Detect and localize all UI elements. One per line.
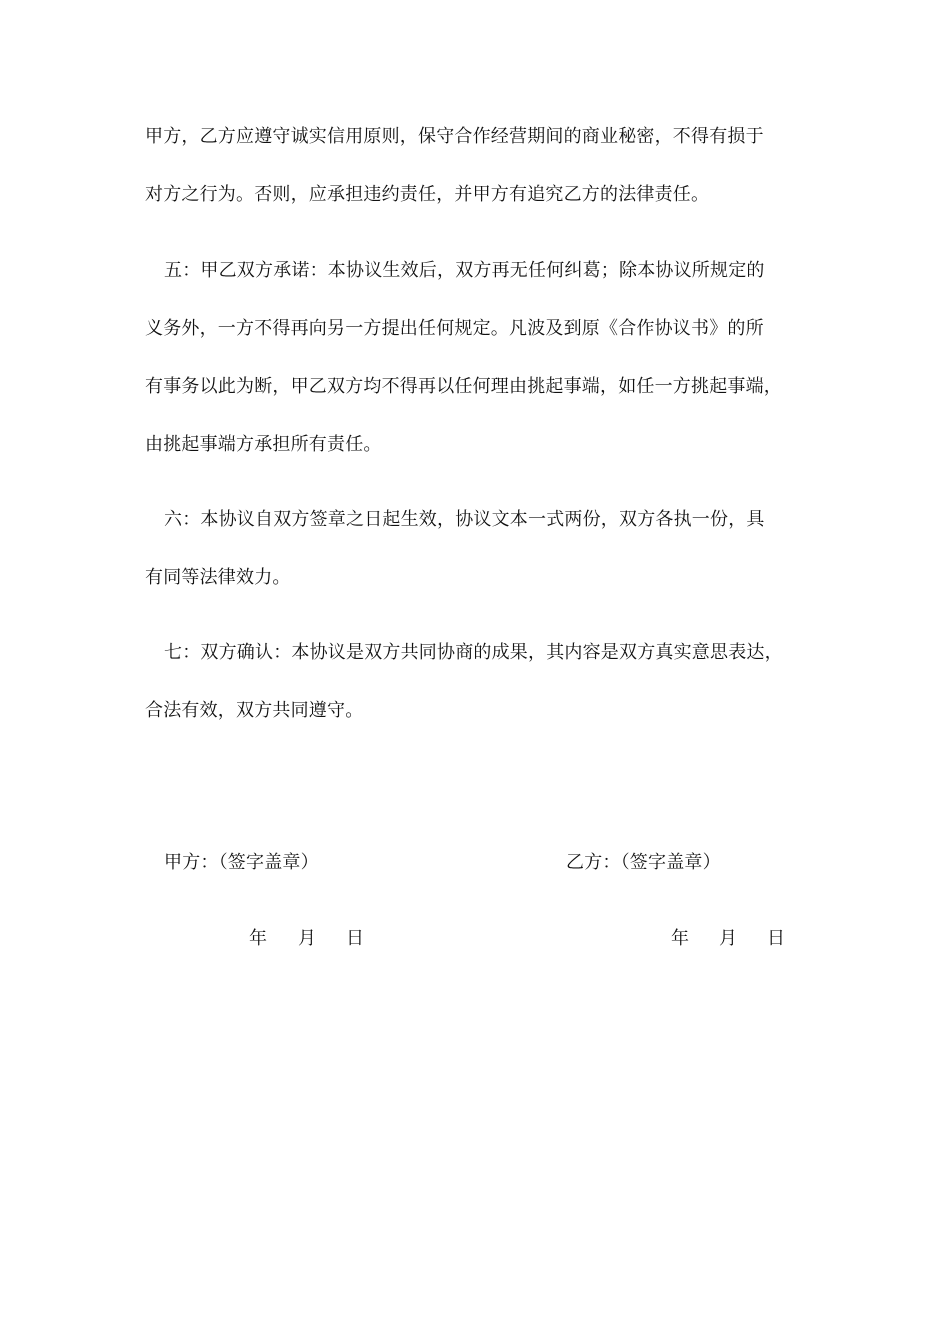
paragraph-4-line-2: 合法有效，双方共同遵守。 — [145, 700, 364, 721]
paragraph-2-line-3: 有事务以此为断，甲乙双方均不得再以任何理由挑起事端，如任一方挑起事端， — [145, 376, 782, 397]
paragraph-2-line-2: 义务外，一方不得再向另一方提出任何规定。凡波及到原《合作协议书》的所 — [145, 318, 764, 339]
party-b-year: 年 — [671, 928, 689, 949]
paragraph-2-line-4: 由挑起事端方承担所有责任。 — [145, 434, 382, 455]
party-b-month: 月 — [719, 928, 737, 949]
paragraph-3-line-2: 有同等法律效力。 — [145, 567, 291, 588]
paragraph-3-line-1: 六：本协议自双方签章之日起生效，协议文本一式两份，双方各执一份，具 — [164, 509, 765, 530]
party-a-year: 年 — [249, 928, 267, 949]
paragraph-1-line-1: 甲方，乙方应遵守诚实信用原则，保守合作经营期间的商业秘密，不得有损于 — [145, 126, 764, 147]
party-b-signature-label: 乙方：（签字盖章） — [566, 852, 721, 873]
party-a-month: 月 — [298, 928, 316, 949]
paragraph-2-line-1: 五：甲乙双方承诺：本协议生效后，双方再无任何纠葛；除本协议所规定的 — [164, 260, 765, 281]
paragraph-1-line-2: 对方之行为。否则，应承担违约责任，并甲方有追究乙方的法律责任。 — [145, 184, 710, 205]
party-b-day: 日 — [767, 928, 785, 949]
party-a-signature-label: 甲方：（签字盖章） — [164, 852, 319, 873]
party-a-day: 日 — [346, 928, 364, 949]
paragraph-4-line-1: 七：双方确认：本协议是双方共同协商的成果，其内容是双方真实意思表达， — [164, 642, 783, 663]
